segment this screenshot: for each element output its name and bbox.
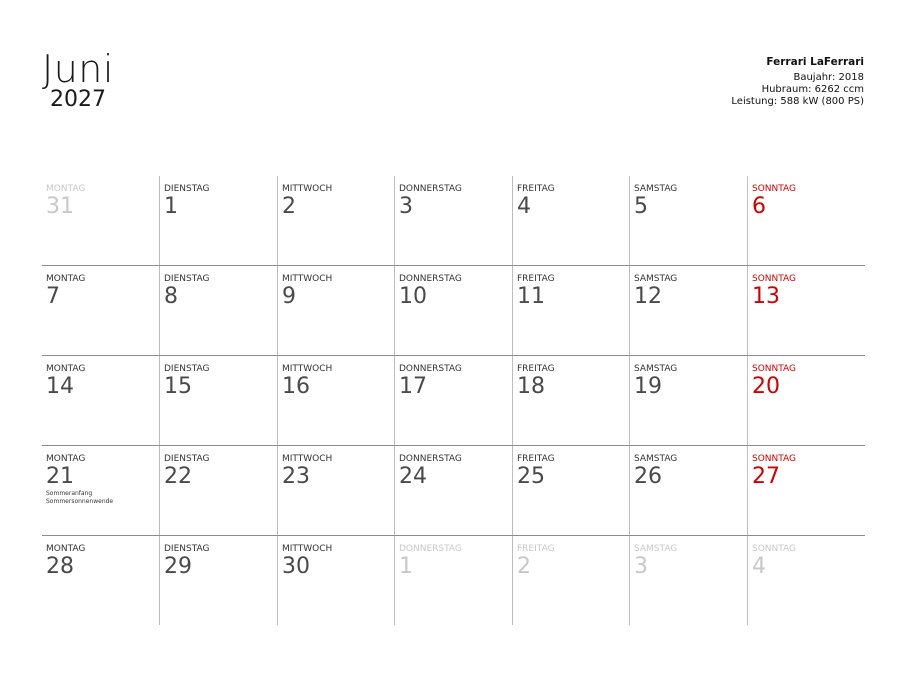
- day-cell: [42, 266, 159, 355]
- weekday-label: FREITAG: [517, 454, 555, 464]
- day-cell: [747, 356, 866, 445]
- day-number: 12: [634, 284, 662, 309]
- weekday-label: SONNTAG: [752, 544, 797, 554]
- weekday-label: SONNTAG: [752, 454, 797, 464]
- day-number: 22: [164, 464, 192, 489]
- day-number: 2: [517, 554, 531, 579]
- week-row: [42, 355, 865, 445]
- day-cell: [42, 176, 159, 265]
- day-number: 9: [282, 284, 296, 309]
- holiday-note-line: Sommersonnenwende: [46, 498, 114, 505]
- day-number: 11: [517, 284, 545, 309]
- day-number: 21: [46, 464, 74, 489]
- day-number: 16: [282, 374, 310, 399]
- car-year: Baujahr: 2018: [793, 72, 864, 83]
- day-cell: [159, 176, 278, 265]
- weekday-label: DIENSTAG: [164, 364, 210, 374]
- day-number: 3: [399, 194, 413, 219]
- weekday-label: DONNERSTAG: [399, 544, 462, 554]
- weekday-label: MITTWOCH: [282, 544, 333, 554]
- day-number: 2: [282, 194, 296, 219]
- day-cell: [42, 536, 159, 625]
- day-number: 27: [752, 464, 780, 489]
- day-cell: [512, 356, 630, 445]
- day-cell: [394, 176, 513, 265]
- day-cell: [159, 266, 278, 355]
- day-cell: [747, 266, 866, 355]
- weekday-label: DONNERSTAG: [399, 454, 462, 464]
- day-cell: [277, 536, 395, 625]
- day-number: 4: [752, 554, 766, 579]
- weekday-label: SAMSTAG: [634, 184, 678, 194]
- calendar-grid: [42, 176, 865, 625]
- day-number: 23: [282, 464, 310, 489]
- month-title: Juni: [42, 47, 114, 91]
- day-cell: [42, 356, 159, 445]
- day-cell: [747, 536, 866, 625]
- day-number: 17: [399, 374, 427, 399]
- weekday-label: DIENSTAG: [164, 274, 210, 284]
- weekday-label: DONNERSTAG: [399, 364, 462, 374]
- weekday-label: MONTAG: [46, 184, 86, 194]
- day-cell: [394, 536, 513, 625]
- weekday-label: SAMSTAG: [634, 454, 678, 464]
- weekday-label: DIENSTAG: [164, 454, 210, 464]
- car-power: Leistung: 588 kW (800 PS): [731, 96, 864, 107]
- day-number: 24: [399, 464, 427, 489]
- weekday-label: SONNTAG: [752, 364, 797, 374]
- day-number: 1: [164, 194, 178, 219]
- day-number: 4: [517, 194, 531, 219]
- weekday-label: DONNERSTAG: [399, 274, 462, 284]
- week-row: [42, 265, 865, 355]
- day-number: 3: [634, 554, 648, 579]
- weekday-label: MITTWOCH: [282, 184, 333, 194]
- day-number: 29: [164, 554, 192, 579]
- day-number: 6: [752, 194, 766, 219]
- weekday-label: MONTAG: [46, 274, 86, 284]
- day-number: 8: [164, 284, 178, 309]
- day-number: 18: [517, 374, 545, 399]
- car-displacement: Hubraum: 6262 ccm: [761, 84, 864, 95]
- day-cell: [277, 446, 395, 535]
- day-number: 15: [164, 374, 192, 399]
- day-cell: [394, 266, 513, 355]
- day-cell: [629, 446, 748, 535]
- day-cell: [629, 536, 748, 625]
- day-number: 30: [282, 554, 310, 579]
- weekday-label: SONNTAG: [752, 274, 797, 284]
- year-title: 2027: [50, 87, 106, 112]
- day-number: 1: [399, 554, 413, 579]
- day-number: 20: [752, 374, 780, 399]
- day-cell: [394, 446, 513, 535]
- day-cell: [747, 446, 866, 535]
- day-cell: [629, 356, 748, 445]
- day-cell: [747, 176, 866, 265]
- day-cell: [42, 446, 159, 535]
- weekday-label: MITTWOCH: [282, 454, 333, 464]
- weekday-label: SAMSTAG: [634, 364, 678, 374]
- day-cell: [512, 446, 630, 535]
- day-number: 14: [46, 374, 74, 399]
- weekday-label: FREITAG: [517, 274, 555, 284]
- day-cell: [629, 266, 748, 355]
- day-cell: [629, 176, 748, 265]
- day-cell: [277, 176, 395, 265]
- day-number: 10: [399, 284, 427, 309]
- weekday-label: DONNERSTAG: [399, 184, 462, 194]
- day-number: 25: [517, 464, 545, 489]
- weekday-label: MONTAG: [46, 544, 86, 554]
- day-number: 26: [634, 464, 662, 489]
- weekday-label: DIENSTAG: [164, 544, 210, 554]
- weekday-label: FREITAG: [517, 184, 555, 194]
- day-number: 13: [752, 284, 780, 309]
- weekday-label: DIENSTAG: [164, 184, 210, 194]
- day-cell: [512, 176, 630, 265]
- day-cell: [159, 446, 278, 535]
- day-cell: [512, 536, 630, 625]
- day-number: 28: [46, 554, 74, 579]
- day-number: 19: [634, 374, 662, 399]
- day-number: 31: [46, 194, 74, 219]
- weekday-label: FREITAG: [517, 544, 555, 554]
- day-cell: [277, 266, 395, 355]
- weekday-label: SAMSTAG: [634, 544, 678, 554]
- day-number: 5: [634, 194, 648, 219]
- car-name: Ferrari LaFerrari: [766, 56, 864, 68]
- weekday-label: SAMSTAG: [634, 274, 678, 284]
- day-cell: [277, 356, 395, 445]
- day-cell: [394, 356, 513, 445]
- weekday-label: MONTAG: [46, 364, 86, 374]
- holiday-note: [46, 490, 113, 506]
- weekday-label: SONNTAG: [752, 184, 797, 194]
- day-cell: [159, 536, 278, 625]
- week-row: [42, 535, 865, 625]
- week-row: [42, 176, 865, 265]
- day-number: 7: [46, 284, 60, 309]
- weekday-label: MONTAG: [46, 454, 86, 464]
- week-row: [42, 445, 865, 535]
- day-cell: [159, 356, 278, 445]
- weekday-label: MITTWOCH: [282, 364, 333, 374]
- holiday-note-line: Sommeranfang: [46, 490, 93, 497]
- weekday-label: MITTWOCH: [282, 274, 333, 284]
- weekday-label: FREITAG: [517, 364, 555, 374]
- day-cell: [512, 266, 630, 355]
- car-info: [731, 56, 864, 108]
